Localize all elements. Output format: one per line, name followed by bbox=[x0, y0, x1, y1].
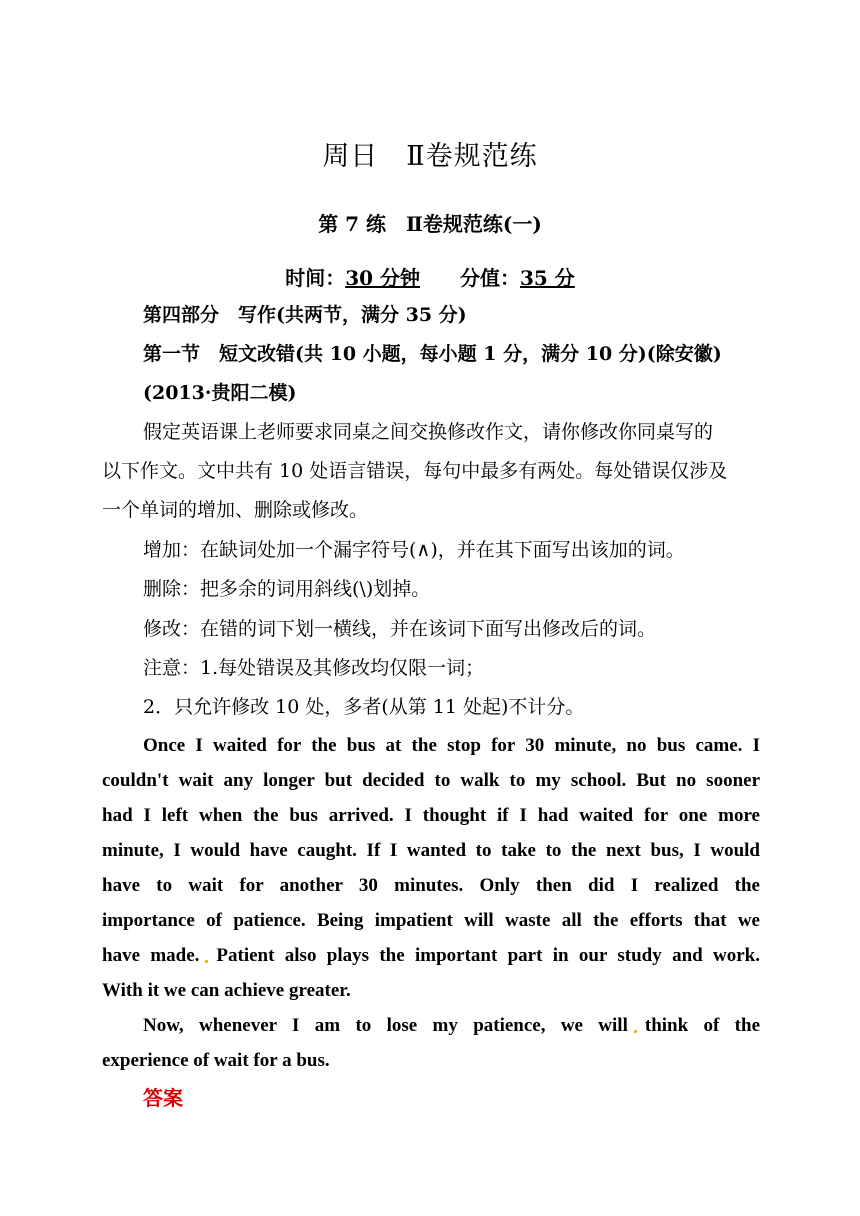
essay-line-9-part-a: Now, whenever I am to lose my patience, we will bbox=[143, 1015, 628, 1036]
rule-add: 增加：在缺词处加一个漏字符号(∧)，并在其下面写出该加的词。 bbox=[143, 539, 685, 561]
rule-delete: 删除：把多余的词用斜线(\)划掉。 bbox=[143, 578, 431, 600]
score-value: 35 分 bbox=[520, 266, 575, 290]
time-value: 30 分钟 bbox=[345, 266, 420, 290]
essay-line-5: have to wait for another 30 minutes. Only then did I realized the bbox=[102, 875, 760, 896]
answer-label: 答案 bbox=[143, 1086, 183, 1110]
time-score-info bbox=[0, 262, 860, 291]
section-heading: 第四部分 写作(共两节，满分 35 分) bbox=[143, 304, 467, 326]
essay-line-7-part-a: have made. bbox=[102, 945, 200, 966]
essay-line-2: couldn't wait any longer but decided to walk to my school. But no sooner bbox=[102, 770, 760, 791]
intro-line-1: 假定英语课上老师要求同桌之间交换修改作文，请你修改你同桌写的 bbox=[143, 421, 714, 443]
essay-line-9-part-b: think of the bbox=[644, 1015, 761, 1036]
essay-line-9 bbox=[143, 1014, 760, 1038]
note-2: 2．只允许修改 10 处，多者(从第 11 处起)不计分。 bbox=[143, 696, 585, 718]
essay-line-8: With it we can achieve greater. bbox=[102, 980, 351, 1001]
score-label: 分值： bbox=[460, 266, 520, 290]
essay-line-7 bbox=[102, 944, 760, 968]
essay-line-4: minute, I would have caught. If I wanted to take to the next bus, I would bbox=[102, 840, 760, 861]
essay-line-10: experience of wait for a bus. bbox=[102, 1050, 330, 1071]
essay-line-1: Once I waited for the bus at the stop for 30 minute, no bus came. I bbox=[143, 735, 760, 756]
time-label: 时间： bbox=[285, 266, 346, 290]
page-title: 周日 Ⅱ卷规范练 bbox=[322, 141, 538, 172]
essay-line-7-part-b: Patient also plays the important part in our study and work. bbox=[216, 945, 760, 966]
essay-line-6: importance of patience. Being impatient will waste all the efforts that we bbox=[102, 910, 760, 931]
rule-modify: 修改：在错的词下划一横线，并在该词下面写出修改后的词。 bbox=[143, 618, 657, 640]
intro-line-3: 一个单词的增加、删除或修改。 bbox=[102, 499, 369, 521]
edit-marker-dot bbox=[205, 960, 208, 963]
intro-line-2: 以下作文。文中共有 10 处语言错误，每句中最多有两处。每处错误仅涉及 bbox=[102, 460, 728, 482]
exercise-subtitle: 第 7 练 Ⅱ卷规范练(一) bbox=[318, 212, 542, 236]
edit-marker-dot bbox=[634, 1030, 637, 1033]
essay-line-3: had I left when the bus arrived. I thought if I had waited for one more bbox=[102, 805, 760, 826]
subsection-heading: 第一节 短文改错(共 10 小题，每小题 1 分，满分 10 分)(除安徽) bbox=[143, 343, 722, 365]
note-1: 注意：1.每处错误及其修改均仅限一词； bbox=[143, 657, 485, 679]
source-note: (2013·贵阳二模) bbox=[143, 382, 297, 404]
